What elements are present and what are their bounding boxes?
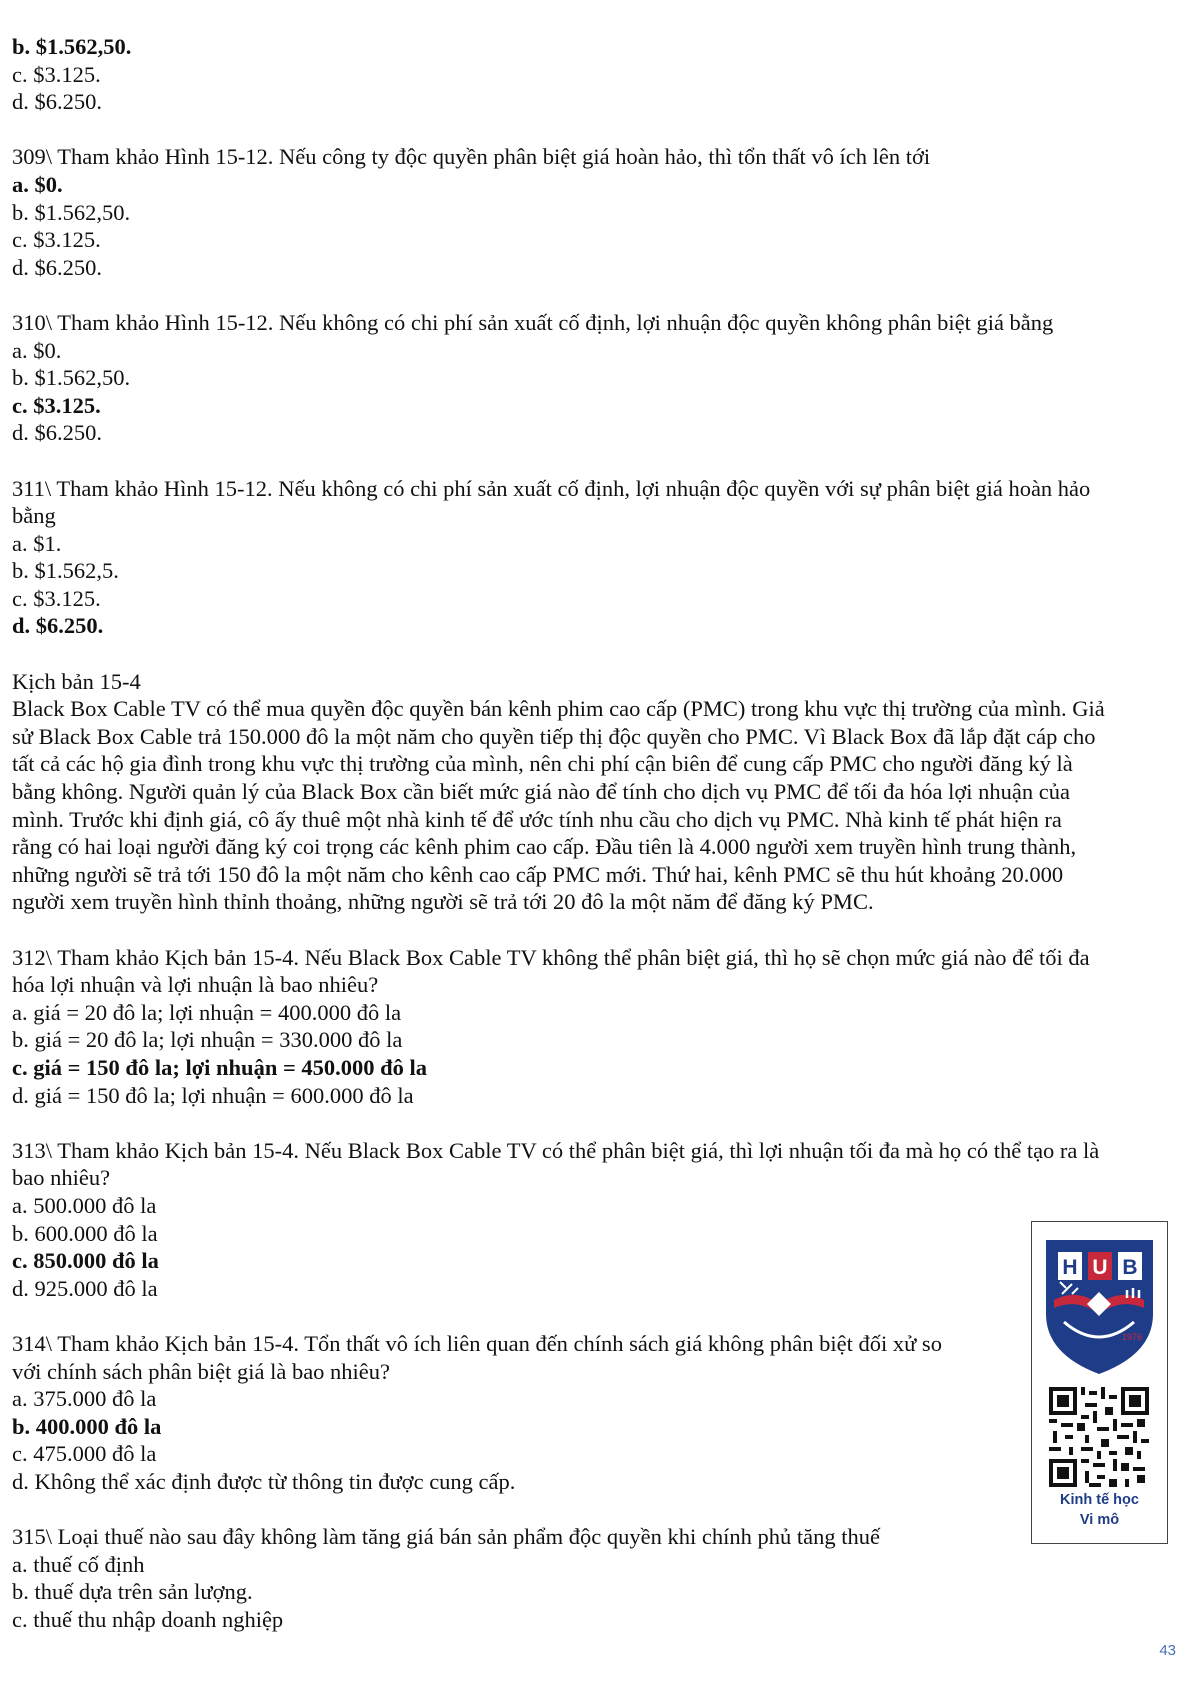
logo-subject-title: Kinh tế học	[1060, 1492, 1139, 1508]
option: d. 925.000 đô la	[12, 1275, 158, 1301]
option: c. 475.000 đô la	[12, 1441, 157, 1467]
scenario-line: những người sẽ trả tới 150 đô la một năm cho kênh cao cấp PMC mới. Thứ hai, kênh PMC sẽ thu hút khoảng 20.000	[12, 861, 1064, 887]
scenario-title: Kịch bản 15-4	[12, 668, 141, 694]
option: d. Không thể xác định được từ thông tin được cung cấp.	[12, 1468, 516, 1494]
option: a. $0.	[12, 337, 62, 363]
question-313: 313\ Tham khảo Kịch bản 15-4. Nếu Black Box Cable TV có thể phân biệt giá, thì lợi nhuận tối đa mà họ có thể tạo ra là	[12, 1137, 1100, 1163]
scenario-line: sử Black Box Cable trả 150.000 đô la một năm cho quyền tiếp thị độc quyền cho PMC. Vì Black Box đã lắp đặt cáp cho	[12, 723, 1096, 749]
option: b. 400.000 đô la	[12, 1413, 162, 1439]
question-309: 309\ Tham khảo Hình 15-12. Nếu công ty độc quyền phân biệt giá hoàn hảo, thì tổn thất vô ích lên tới	[12, 144, 931, 170]
option: d. $6.250.	[12, 89, 102, 115]
option: d. giá = 150 đô la; lợi nhuận = 600.000 đô la	[12, 1082, 414, 1108]
option: d. $6.250.	[12, 613, 104, 639]
option: b. thuế dựa trên sản lượng.	[12, 1579, 253, 1605]
logo-letter: U	[1092, 1256, 1108, 1279]
option: b. $1.562,50.	[12, 199, 131, 225]
scenario-line: Black Box Cable TV có thể mua quyền độc quyền bán kênh phim cao cấp (PMC) trong khu vực thị trường của mình. Giả	[12, 696, 1105, 722]
question-311-cont: bằng	[12, 503, 56, 529]
scenario-line: rằng có hai loại người đăng ký coi trọng các kênh phim cao cấp. Đầu tiên là 4.000 người xem truyền hình trung thành,	[12, 834, 1077, 860]
option: a. giá = 20 đô la; lợi nhuận = 400.000 đô la	[12, 999, 402, 1025]
page-number: 43	[1159, 1642, 1176, 1659]
question-312: 312\ Tham khảo Kịch bản 15-4. Nếu Black Box Cable TV không thể phân biệt giá, thì họ sẽ chọn mức giá nào để tối đa	[12, 944, 1090, 970]
option: b. $1.562,50.	[12, 34, 132, 59]
option: c. $3.125.	[12, 227, 101, 253]
option: b. $1.562,50.	[12, 365, 131, 391]
scenario-line: mình. Trước khi định giá, cô ấy thuê một nhà kinh tế để ước tính nhu cầu cho dịch vụ PMC. Nhà kinh tế phát hiện ra	[12, 806, 1062, 832]
option: a. 500.000 đô la	[12, 1192, 157, 1218]
option: d. $6.250.	[12, 420, 102, 446]
question-311: 311\ Tham khảo Hình 15-12. Nếu không có chi phí sản xuất cố định, lợi nhuận độc quyền với sự phân biệt giá hoàn hảo	[12, 475, 1091, 501]
hub-logo-panel	[1031, 1221, 1168, 1544]
logo-year: 1976	[1121, 1332, 1143, 1342]
scenario-line: người xem truyền hình thỉnh thoảng, những người sẽ trả tới 20 đô la một năm để đăng ký PMC.	[12, 889, 874, 915]
option: b. $1.562,5.	[12, 558, 119, 584]
document-page	[12, 33, 1182, 1633]
option: a. $0.	[12, 171, 63, 197]
logo-subject-subtitle: Vi mô	[1079, 1512, 1120, 1528]
question-313-cont: bao nhiêu?	[12, 1165, 111, 1191]
option: c. $3.125.	[12, 392, 101, 418]
scenario-line: bằng không. Người quản lý của Black Box cần biết mức giá nào để tính cho dịch vụ PMC để tối đa hóa lợi nhuận của	[12, 779, 1070, 805]
question-312-cont: hóa lợi nhuận và lợi nhuận là bao nhiêu?	[12, 972, 379, 998]
qr-code	[1049, 1387, 1149, 1487]
option: a. $1.	[12, 530, 62, 556]
option: b. giá = 20 đô la; lợi nhuận = 330.000 đô la	[12, 1027, 403, 1053]
option: b. 600.000 đô la	[12, 1220, 158, 1246]
question-314: 314\ Tham khảo Kịch bản 15-4. Tổn thất vô ích liên quan đến chính sách giá không phân biệt đối xử so	[12, 1330, 942, 1356]
option: d. $6.250.	[12, 254, 102, 280]
logo-letter: B	[1122, 1256, 1138, 1279]
option: c. giá = 150 đô la; lợi nhuận = 450.000 đô la	[12, 1054, 428, 1080]
scenario-line: tất cả các hộ gia đình trong khu vực thị trường của mình, nên chi phí cận biên để cung cấp PMC cho người đăng ký là	[12, 751, 1073, 777]
question-315: 315\ Loại thuế nào sau đây không làm tăng giá bán sản phẩm độc quyền khi chính phủ tăng thuế	[12, 1524, 880, 1550]
option: c. 850.000 đô la	[12, 1248, 159, 1274]
question-310: 310\ Tham khảo Hình 15-12. Nếu không có chi phí sản xuất cố định, lợi nhuận độc quyền không phân biệt giá bằng	[12, 309, 1054, 335]
question-314-cont: với chính sách phân biệt giá là bao nhiêu?	[12, 1358, 391, 1384]
option: c. $3.125.	[12, 61, 101, 87]
option: a. thuế cố định	[12, 1551, 145, 1577]
option: a. 375.000 đô la	[12, 1386, 157, 1412]
logo-letter: H	[1062, 1256, 1078, 1279]
hub-shield-logo	[1032, 1222, 1167, 1382]
option: c. $3.125.	[12, 585, 101, 611]
option: c. thuế thu nhập doanh nghiệp	[12, 1606, 284, 1632]
